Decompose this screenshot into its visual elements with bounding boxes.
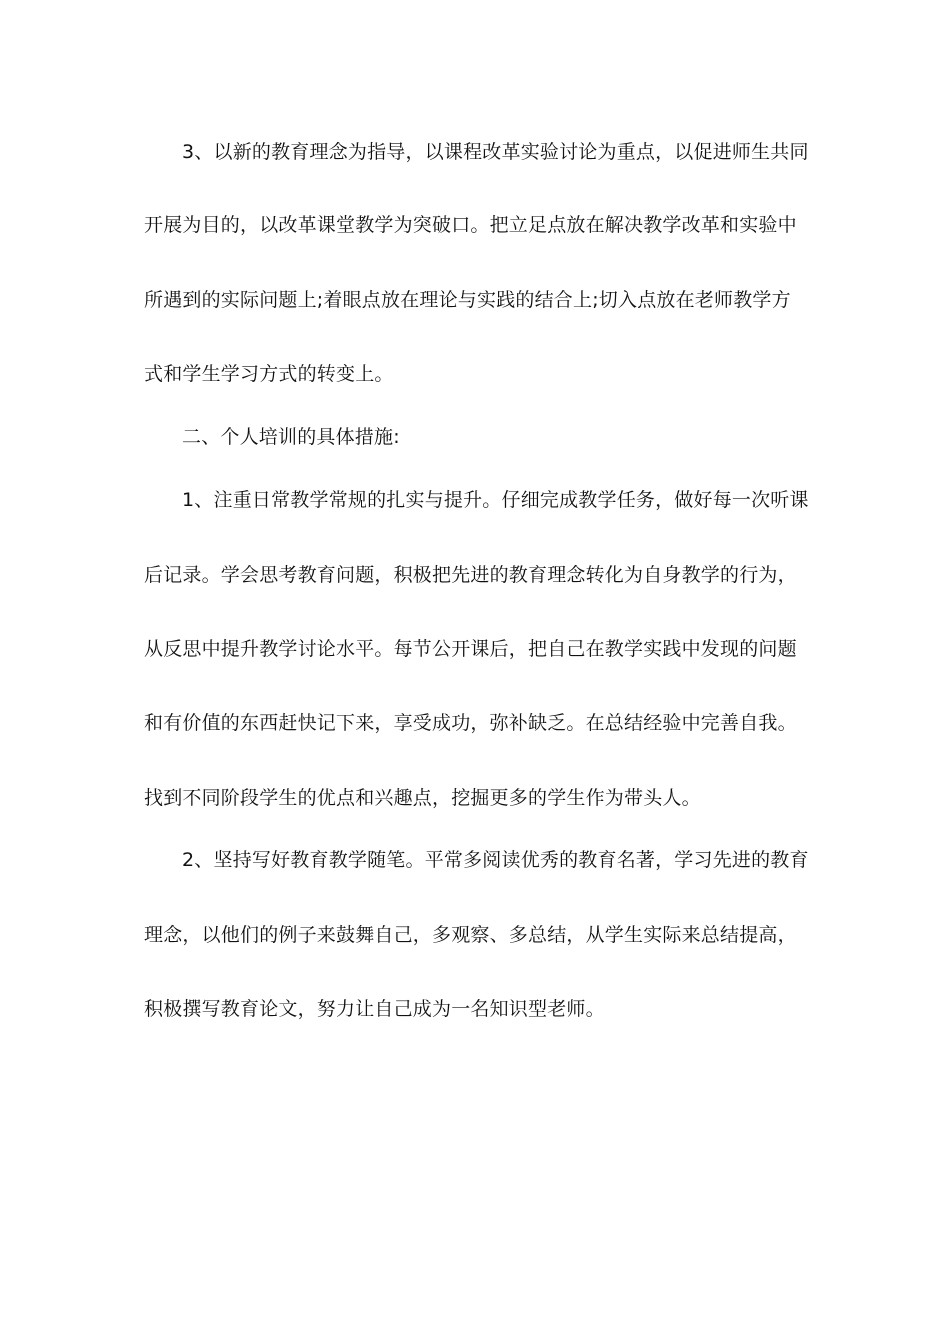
section-heading: 二、个人培训的具体措施: xyxy=(182,426,400,448)
text-line: 3、以新的教育理念为指导，以课程改革实验讨论为重点，以促进师生共同 xyxy=(182,141,809,163)
text-line: 后记录。学会思考教育问题，积极把先进的教育理念转化为自身教学的行为， xyxy=(144,564,797,586)
text-line: 开展为目的，以改革课堂教学为突破口。把立足点放在解决教学改革和实验中 xyxy=(144,214,797,236)
text-line: 2、坚持写好教育教学随笔。平常多阅读优秀的教育名著，学习先进的教育 xyxy=(182,849,809,871)
text-line: 式和学生学习方式的转变上。 xyxy=(144,363,394,385)
text-line: 1、注重日常教学常规的扎实与提升。仔细完成教学任务，做好每一次听课 xyxy=(182,489,809,511)
text-line: 找到不同阶段学生的优点和兴趣点，挖掘更多的学生作为带头人。 xyxy=(144,787,701,809)
text-line: 从反思中提升教学讨论水平。每节公开课后，把自己在教学实践中发现的问题 xyxy=(144,638,797,660)
text-line: 所遇到的实际问题上;着眼点放在理论与实践的结合上;切入点放在老师教学方 xyxy=(144,289,791,311)
text-line: 理念，以他们的例子来鼓舞自己，多观察、多总结，从学生实际来总结提高， xyxy=(144,924,797,946)
text-line: 积极撰写教育论文，努力让自己成为一名知识型老师。 xyxy=(144,998,605,1020)
text-line: 和有价值的东西赶快记下来，享受成功，弥补缺乏。在总结经验中完善自我。 xyxy=(144,712,797,734)
